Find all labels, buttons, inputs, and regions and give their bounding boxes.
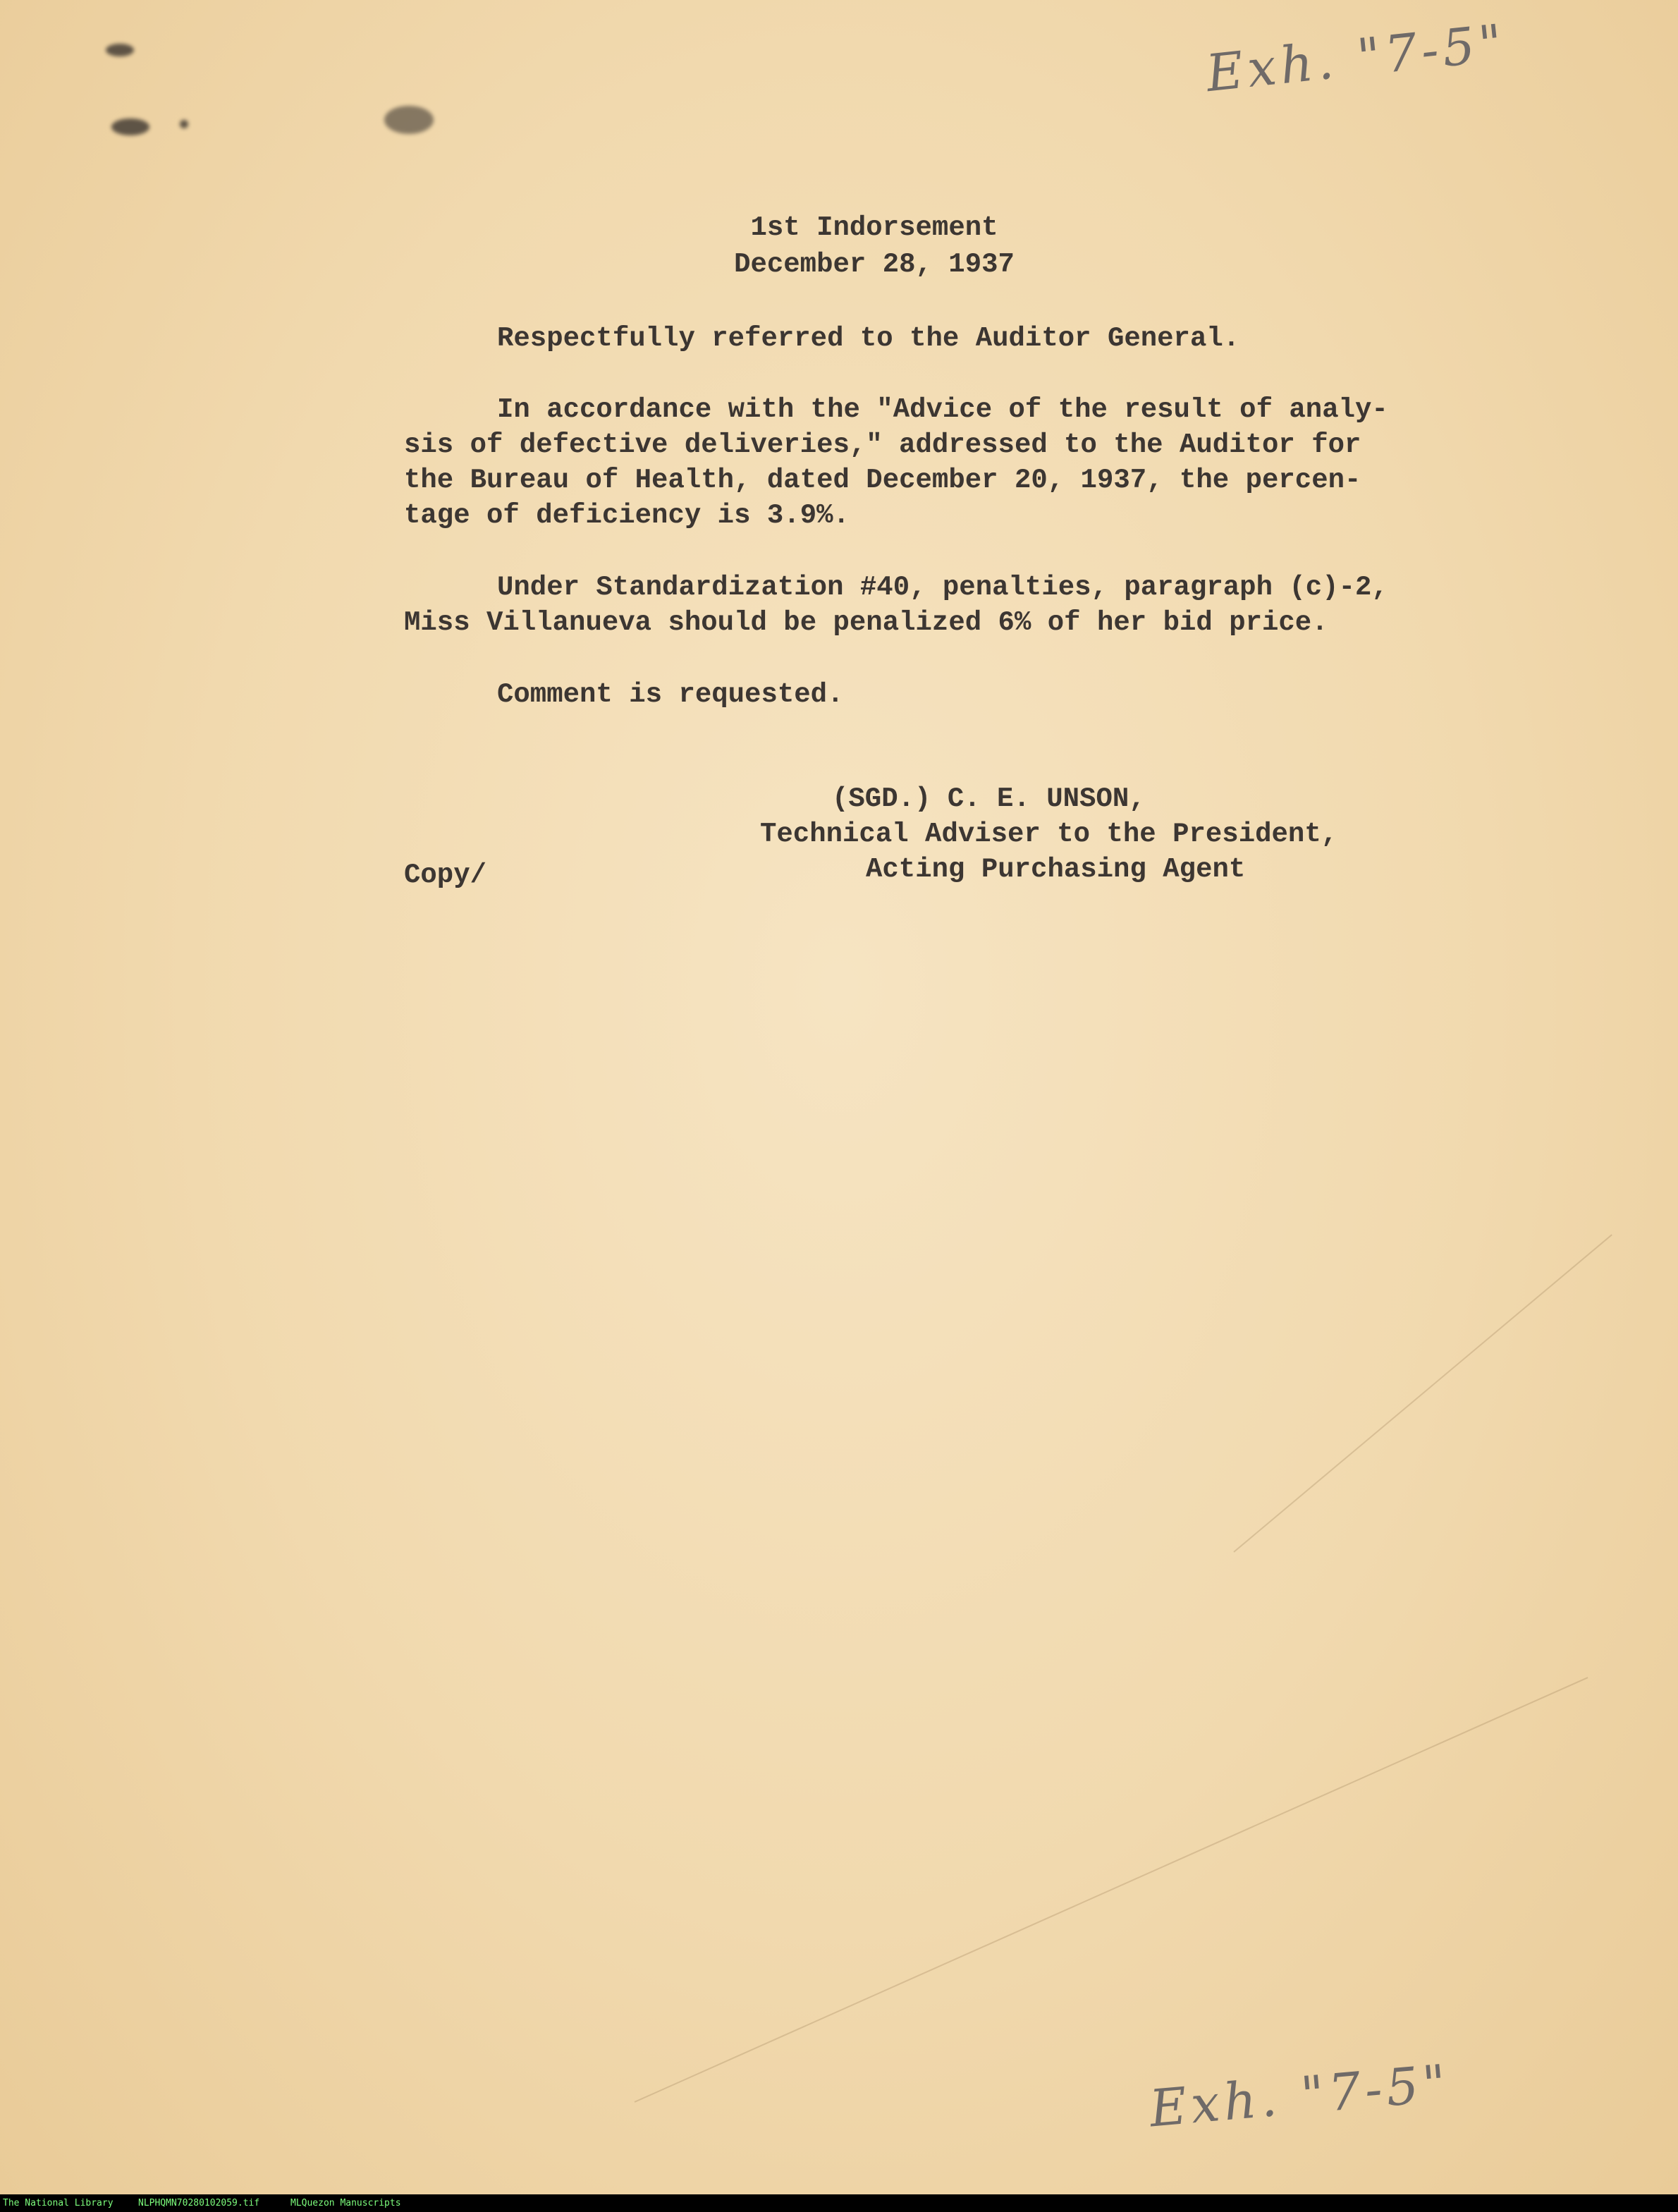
- paragraph-referral: Respectfully referred to the Auditor General.: [497, 323, 1240, 354]
- footer-collection: MLQuezon Manuscripts: [290, 2198, 401, 2208]
- paragraph-comment: Comment is requested.: [497, 679, 844, 710]
- paper-crease: [1233, 1234, 1612, 1552]
- paragraph-analysis-line-4: tage of deficiency is 3.9%.: [404, 500, 850, 531]
- footer-institution: The National Library: [3, 2198, 114, 2208]
- paragraph-penalty-line-1: Under Standardization #40, penalties, paragraph (c)-2,: [497, 572, 1388, 603]
- indorsement-date: December 28, 1937: [734, 249, 1015, 280]
- signature-line-3: Acting Purchasing Agent: [866, 854, 1246, 885]
- footer-file-name: NLPHQMN70280102059.tif: [138, 2198, 260, 2208]
- signature-line-2: Technical Adviser to the President,: [760, 819, 1338, 850]
- paragraph-analysis-line-1: In accordance with the "Advice of the result of analy-: [497, 394, 1388, 425]
- copy-label: Copy/: [404, 860, 487, 891]
- ink-stain: [384, 106, 434, 134]
- archive-footer: [0, 2194, 1678, 2212]
- paragraph-analysis-line-3: the Bureau of Health, dated December 20, 1937, the percen-: [404, 465, 1361, 496]
- indorsement-title: 1st Indorsement: [750, 212, 998, 243]
- ink-stain: [111, 118, 149, 135]
- exhibit-mark-top: Exh. "7-5": [1203, 12, 1509, 104]
- signature-line-1: (SGD.) C. E. UNSON,: [832, 783, 1146, 814]
- paper-crease: [635, 1677, 1588, 2103]
- ink-stain: [180, 120, 188, 128]
- ink-stain: [106, 44, 134, 56]
- exhibit-mark-bottom: Exh. "7-5": [1147, 2053, 1453, 2139]
- paragraph-penalty-line-2: Miss Villanueva should be penalized 6% of her bid price.: [404, 607, 1328, 638]
- paragraph-analysis-line-2: sis of defective deliveries," addressed to the Auditor for: [404, 429, 1361, 460]
